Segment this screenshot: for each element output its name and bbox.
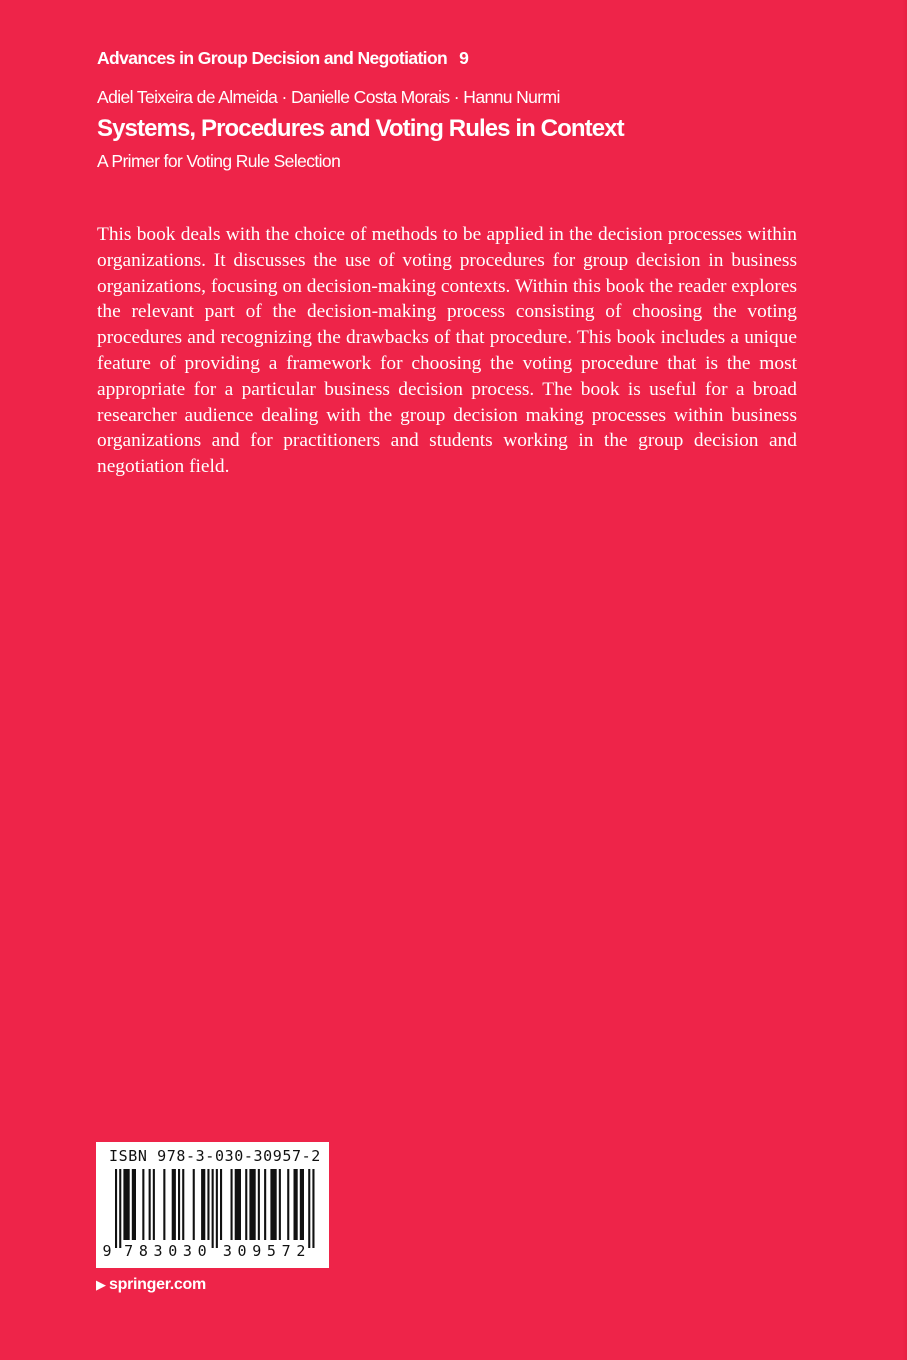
barcode-digit: 7 xyxy=(124,1242,134,1260)
series-heading xyxy=(97,48,468,69)
book-description: This book deals with the choice of methods to be applied in the decision processes within organizations. It discusses the use of voting procedures for group decision in business organizations, focusing on decision-making contexts. Within this book the reader explores the relevant part of the decision-making process consisting of choosing the voting procedures and recognizing the drawbacks of that procedure. This book includes a unique feature of providing a framework for choosing the voting procedure that is the most appropriate for a particular business decision process. The book is useful for a broad researcher audience dealing with the group decision making processes within business organizations and for practitioners and students working in the group decision and negotiation field. xyxy=(97,224,797,478)
barcode-digit: 9 xyxy=(102,1242,112,1260)
barcode-digit: 3 xyxy=(222,1242,232,1260)
isbn-label: ISBN 978-3-030-30957-2 xyxy=(109,1147,321,1165)
series-name: Advances in Group Decision and Negotiation xyxy=(97,48,448,68)
triangle-right-icon: ▶ xyxy=(96,1277,106,1292)
barcode-digit: 5 xyxy=(266,1242,276,1260)
publisher-link[interactable] xyxy=(96,1276,206,1294)
barcode-digits xyxy=(96,1142,329,1268)
author-list: Adiel Teixeira de Almeida · Danielle Costa Morais · Hannu Nurmi xyxy=(97,87,560,107)
book-title: Systems, Procedures and Voting Rules in Context xyxy=(97,115,624,142)
publisher-url[interactable]: springer.com xyxy=(109,1276,206,1293)
barcode-digit: 0 xyxy=(197,1242,207,1260)
barcode-digit: 3 xyxy=(153,1242,163,1260)
cover-edge-shading xyxy=(902,0,907,1360)
barcode-digit: 2 xyxy=(296,1242,306,1260)
barcode-digit: 3 xyxy=(182,1242,192,1260)
barcode-digit: 8 xyxy=(138,1242,148,1260)
series-volume: 9 xyxy=(459,48,469,68)
barcode-digit: 0 xyxy=(237,1242,247,1260)
barcode-digit: 7 xyxy=(281,1242,291,1260)
barcode-digit: 0 xyxy=(168,1242,178,1260)
barcode-digit: 9 xyxy=(252,1242,262,1260)
book-subtitle: A Primer for Voting Rule Selection xyxy=(97,151,341,171)
isbn-barcode xyxy=(96,1142,329,1268)
